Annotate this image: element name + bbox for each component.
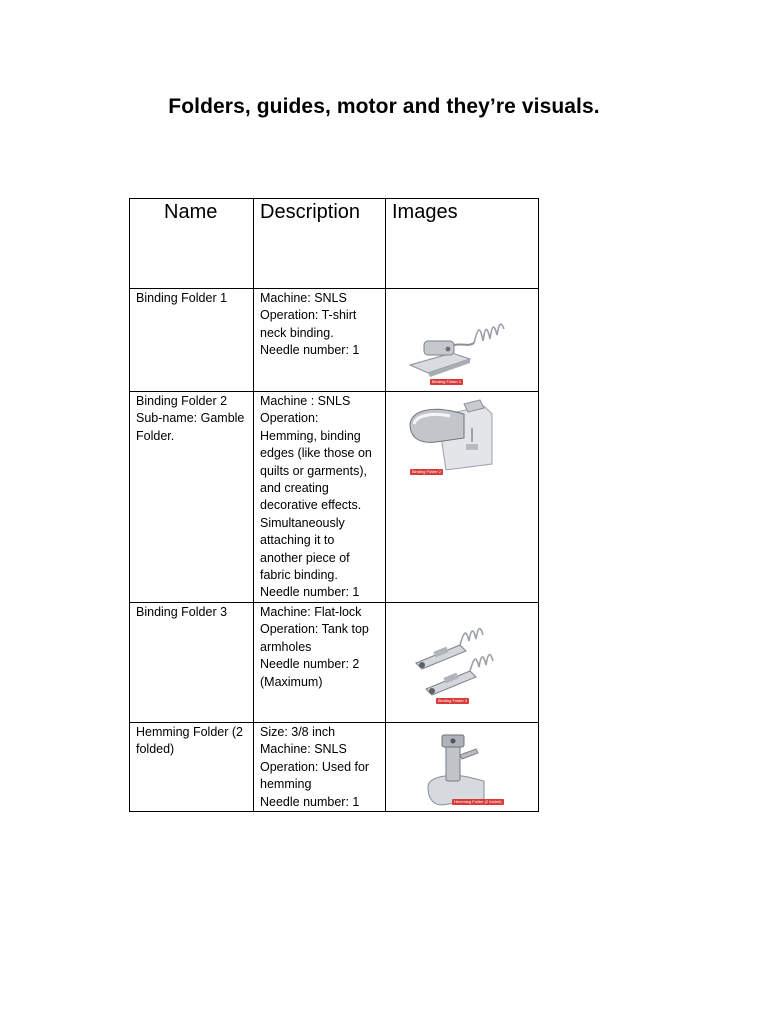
name-line: Binding Folder 3 (136, 604, 228, 619)
image-caption-tag: Hemming Folder (2 folded) (454, 798, 502, 804)
row-description-cell (254, 602, 386, 722)
double-binding-folder-image (408, 621, 498, 701)
description-line: Needle number: 1 (260, 794, 360, 809)
description-line: neck binding. (260, 325, 334, 340)
row-image-cell (386, 289, 539, 392)
description-line: Machine: Flat-lock (260, 604, 362, 619)
table-header-row (130, 199, 539, 289)
description-line: Size: 3/8 inch (260, 724, 336, 739)
row-description-cell (254, 722, 386, 811)
image-caption-tag: Binding Folder 2 (412, 469, 442, 474)
binding-folder-image (404, 313, 516, 379)
row-name-cell (130, 602, 254, 722)
description-line: Operation: T-shirt (260, 308, 357, 323)
description-line: Machine : SNLS (260, 394, 351, 408)
description-line: Machine: SNLS (260, 291, 347, 305)
description-line: armholes (260, 639, 312, 654)
table-row (130, 392, 539, 603)
image-caption-tag: Binding Folder 3 (438, 697, 468, 703)
gamble-folder-image (406, 398, 496, 474)
folders-table (129, 198, 539, 812)
table-row (130, 602, 539, 722)
description-line: hemming (260, 777, 312, 792)
description-line: another piece of (260, 550, 350, 565)
description-line: attaching it to (260, 533, 335, 548)
description-line: Operation: (260, 411, 319, 426)
row-image-cell (386, 602, 539, 722)
description-line: Needle number: 2 (260, 657, 360, 672)
description-line: quilts or garments), (260, 463, 367, 478)
row-description-cell (254, 289, 386, 392)
description-line: Operation: Tank top (260, 622, 369, 637)
row-name-cell (130, 392, 254, 603)
table-row (130, 722, 539, 811)
row-name-cell (130, 289, 254, 392)
description-line: Simultaneously (260, 515, 345, 530)
row-image-cell (386, 392, 539, 603)
header-images: Images (386, 199, 539, 289)
name-line: folded) (136, 742, 175, 757)
row-name-cell (130, 722, 254, 811)
description-line: Needle number: 1 (260, 343, 360, 358)
name-line: Binding Folder 1 (136, 291, 228, 305)
table-row (130, 289, 539, 392)
description-line: Hemming, binding (260, 428, 361, 443)
page-title: Folders, guides, motor and they’re visuals. (168, 95, 600, 118)
header-name: Name (130, 199, 254, 289)
description-line: edges (like those on (260, 446, 372, 461)
header-description: Description (254, 199, 386, 289)
description-line: Machine: SNLS (260, 742, 347, 757)
description-line: decorative effects. (260, 498, 362, 513)
row-description-cell (254, 392, 386, 603)
description-line: Needle number: 1 (260, 585, 360, 600)
name-line: Hemming Folder (2 (136, 724, 243, 739)
row-image-cell (386, 722, 539, 811)
name-line: Binding Folder 2 (136, 394, 228, 408)
image-caption-tag: Binding Folder 1 (432, 379, 462, 384)
name-line: Folder. (136, 428, 175, 443)
description-line: fabric binding. (260, 568, 338, 583)
description-line: (Maximum) (260, 674, 323, 689)
description-line: Operation: Used for (260, 759, 370, 774)
description-line: and creating (260, 481, 329, 496)
name-line: Sub-name: Gamble (136, 411, 245, 426)
hemming-folder-image (422, 729, 492, 809)
